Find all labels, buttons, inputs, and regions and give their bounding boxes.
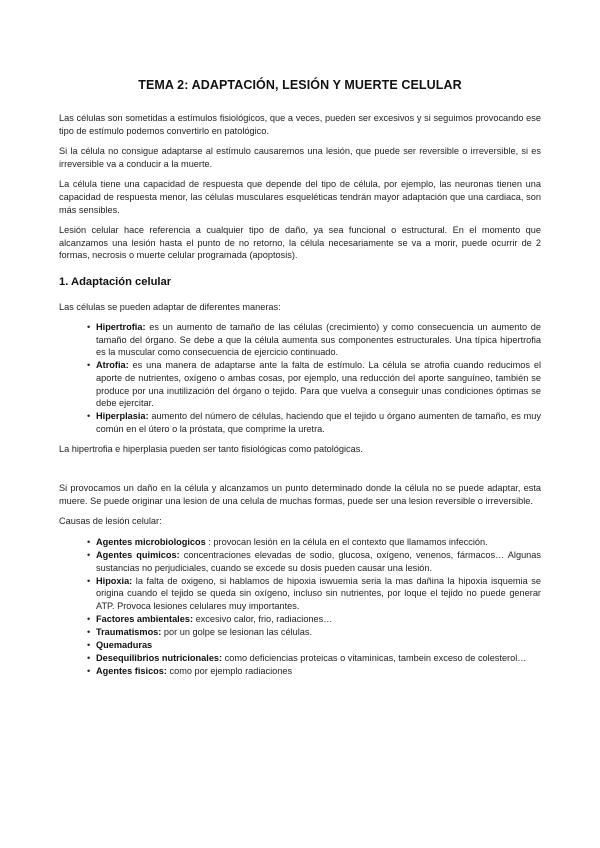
list-item-hiperplasia	[89, 410, 541, 435]
list-item-quemaduras	[89, 639, 541, 652]
list-item-hipertrofia	[89, 321, 541, 359]
list-item-term: Agentes microbiologicos	[96, 536, 206, 547]
lesion-paragraph: Si provocamos un daño en la célula y alcanzamos un punto determinado donde la célula no se puede adaptar, esta muere. Se puede originar una lesion de una celula de muchas formas, puede ser una lesion reversible o irreversible.	[59, 483, 541, 506]
list-item-term: Hipoxia:	[96, 575, 133, 586]
intro-paragraph-1: Las células son sometidas a estímulos fisiológicos, que a veces, pueden ser excesivos y si seguimos provocando ese tipo de estímulo podemos convertirlo en patológico.	[59, 113, 541, 136]
list-item-text: aumento del número de células, haciendo que el tejido u órgano aumenten de tamaño, es muy común en el útero o la próstata, que comprime la uretra.	[96, 411, 541, 434]
intro-paragraph-2: Si la célula no consigue adaptarse al estímulo causaremos una lesión, que puede ser reversible o irreversible, si es irreversible va a conducir a la muerte.	[59, 146, 541, 169]
list-item-text: es una manera de adaptarse ante la falta de estímulo. La célula se atrofia cuando reducimos el aporte de nutrientes, oxígeno o ambas cosas, por ejemplo, una reducción del aporte sanguíneo, también se produce por una inutilización del órgano o tejido. Para que vuelva a conseguir unas condiciones óptimas se debe ejercitar.	[96, 360, 541, 409]
list-item-text: la falta de oxigeno, si hablamos de hipoxia iswuemia seria la mas dañina la hipoxia isquemia se origina cuando el tejido se queda sin oxígeno, incluso sin nutrientes, por loque el tejido no puede generar ATP. Provoca lesiones celulares muy importantes.	[96, 575, 541, 611]
list-item-agentes-microbiologicos	[89, 536, 541, 549]
list-item-term: Agentes fisicos:	[96, 666, 167, 677]
list-item-term: Quemaduras	[96, 640, 153, 651]
list-item-term: Factores ambientales:	[96, 613, 194, 624]
list-item-factores-ambientales	[89, 613, 541, 626]
intro-paragraph-4: Lesión celular hace referencia a cualquier tipo de daño, ya sea funcional o estructural. En el momento que alcanzamos una lesión hasta el punto de no retorno, la célula necesariamente se va a morir, puede ocurrir de 2 formas, necrosis o muerte celular programada (apoptosis).	[59, 225, 541, 261]
list-item-agentes-quimicos	[89, 549, 541, 574]
list-item-term: Hiperplasia:	[96, 411, 149, 422]
list-item-agentes-fisicos	[89, 665, 541, 678]
section-heading-adaptacion: 1. Adaptación celular	[59, 275, 172, 288]
document-body	[59, 112, 541, 686]
spacer	[59, 464, 541, 482]
list-item-term: Atrofia:	[96, 360, 129, 371]
adaptation-list	[59, 321, 541, 435]
list-item-desequilibrios-nutricionales	[89, 652, 541, 665]
list-item-text: como deficiencias proteicas o vitaminicas, tambein exceso de colesterol…	[222, 653, 527, 664]
list-item-text: por un golpe se lesionan las células.	[161, 627, 313, 637]
list-item-term: Hipertrofia:	[96, 322, 146, 333]
lesion-causes-lead: Causas de lesión celular:	[59, 516, 162, 527]
list-item-traumatismos	[89, 626, 541, 639]
page-title: TEMA 2: ADAPTACIÓN, LESIÓN Y MUERTE CELULAR	[138, 78, 462, 92]
list-item-text: concentraciones elevadas de sodio, glucosa, oxígeno, venenos, fármacos… Algunas sustancias no perjudiciales, cuando se excede su dosis pueden causar una lesión.	[96, 549, 541, 573]
list-item-term: Traumatismos:	[96, 627, 162, 637]
list-item-text: excesivo calor, frio, radiaciones…	[193, 613, 333, 624]
adaptation-closing: La hipertrofia e hiperplasia pueden ser tanto fisiológicas como patológicas.	[59, 444, 363, 455]
list-item-term: Agentes quimicos:	[96, 549, 180, 560]
intro-paragraph-3: La célula tiene una capacidad de respuesta que depende del tipo de célula, por ejemplo, las neuronas tienen una capacidad de respuesta menor, las células musculares esqueléticas tendrán mayor adaptación que una cardiaca, son más sensibles.	[59, 179, 541, 215]
list-item-atrofia	[89, 359, 541, 409]
adaptation-lead: Las células se pueden adaptar de diferentes maneras:	[59, 301, 281, 312]
list-item-text: como por ejemplo radiaciones	[166, 666, 293, 677]
lesion-causes-list	[59, 536, 541, 678]
list-item-text: : provocan lesión en la célula en el contexto que llamamos infección.	[205, 536, 488, 547]
list-item-hipoxia	[89, 575, 541, 613]
list-item-text: es un aumento de tamaño de las células (crecimiento) y como consecuencia un aumento de tamaño del órgano. Se debe a que la célula aumenta sus componentes estructurales. Una típica hipertrofia es la muscular como consecuencia de ejercicio continuado.	[96, 322, 541, 358]
list-item-term: Desequilibrios nutricionales:	[96, 653, 223, 664]
